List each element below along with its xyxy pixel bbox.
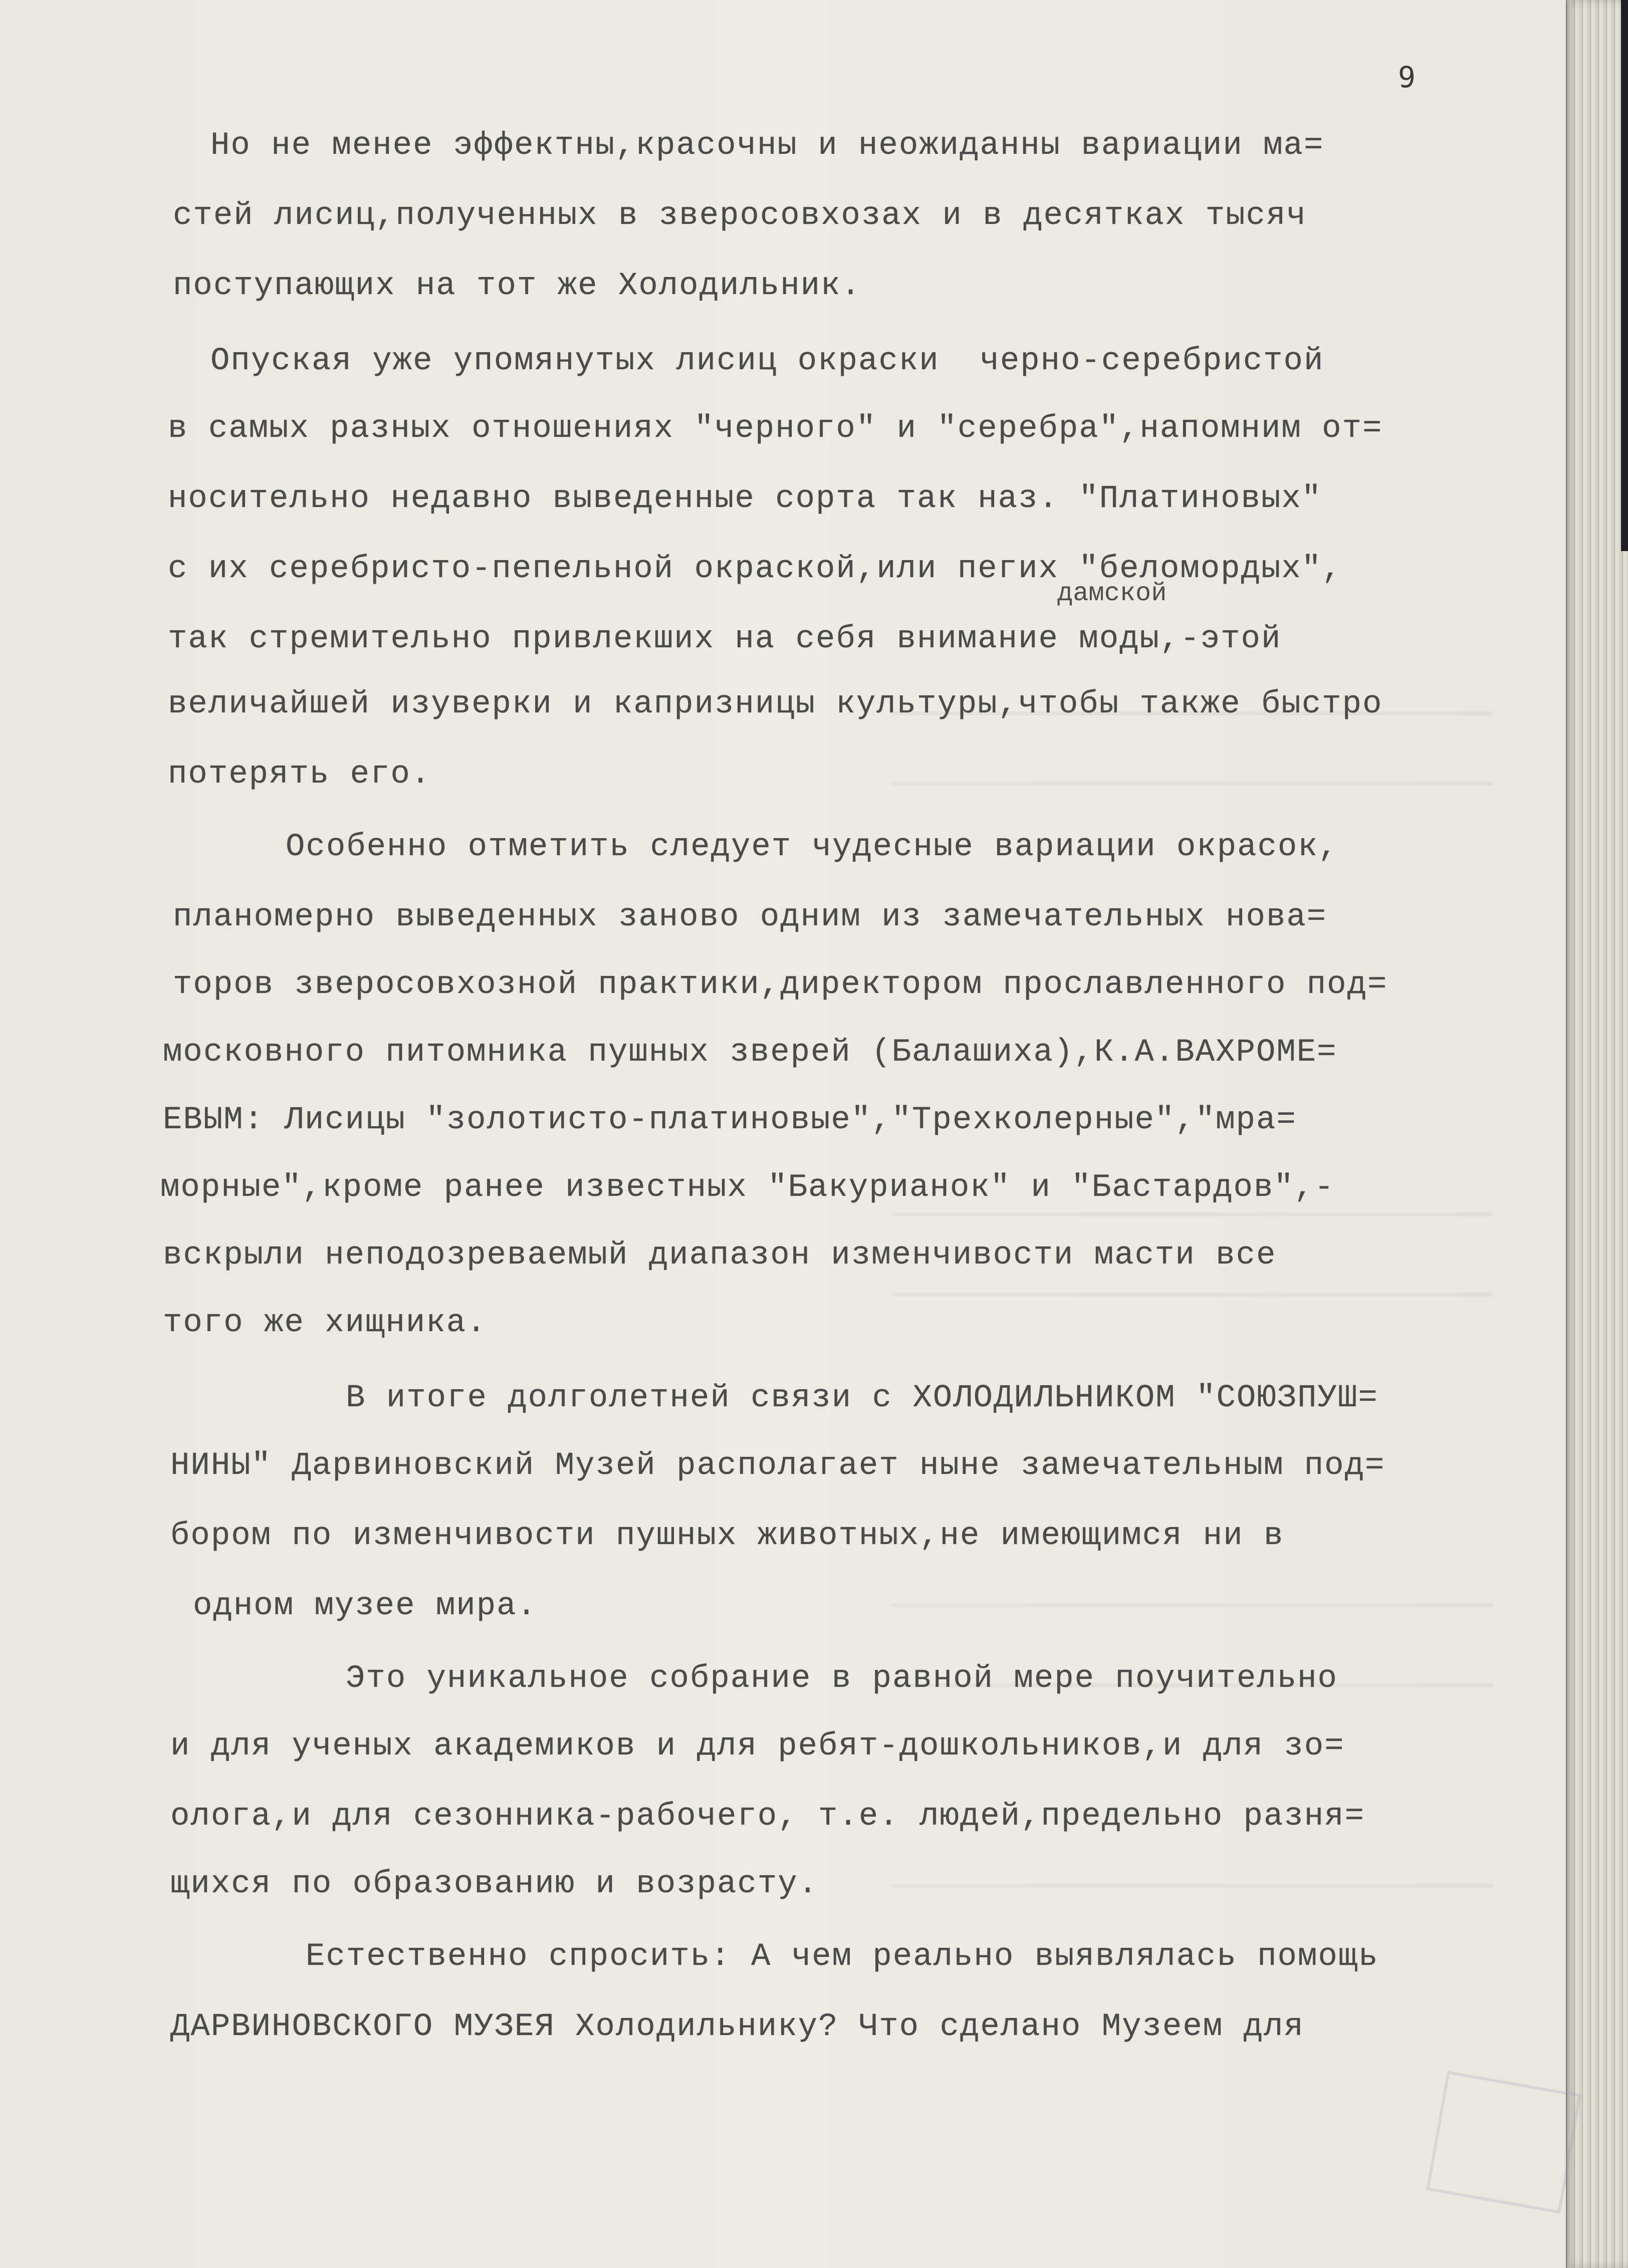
- text-line: бором по изменчивости пушных животных,не имеющимся ни в: [170, 1518, 1284, 1554]
- text-line: Это уникальное собрание в равной мере поучительно: [346, 1661, 1338, 1697]
- text-line: Но не менее эффектны,красочны и неожиданны вариации ма=: [210, 128, 1324, 164]
- text-line: одном музее мира.: [193, 1588, 537, 1624]
- text-line: торов зверосовхозной практики,директором прославленного под=: [173, 967, 1388, 1003]
- text-line: величайшей изуверки и капризницы культуры,чтобы также быстро: [168, 686, 1383, 722]
- text-line: НИНЫ" Дарвиновский Музей располагает ныне замечательным под=: [170, 1448, 1385, 1484]
- text-line: морные",кроме ранее известных "Бакурианок" и "Бастардов",-: [160, 1170, 1335, 1206]
- scan-border: [1621, 0, 1628, 551]
- text-line: того же хищника.: [163, 1305, 487, 1341]
- bleed-through: [892, 782, 1493, 786]
- text-line: в самых разных отношениях "черного" и "серебра",напомним от=: [168, 411, 1383, 447]
- page-number: 9: [1398, 60, 1416, 94]
- text-line: стей лисиц,полученных в зверосовхозах и в десятках тысяч: [173, 198, 1307, 234]
- text-line: щихся по образованию и возрасту.: [170, 1866, 818, 1902]
- bleed-through: [892, 1884, 1493, 1888]
- text-line: Особенно отметить следует чудесные вариации окрасок,: [286, 829, 1339, 865]
- handwritten-insertion: дамской: [1057, 579, 1167, 608]
- text-line: планомерно выведенных заново одним из замечательных нова=: [173, 899, 1327, 935]
- text-line: так стремительно привлекших на себя внимание моды,-этой: [168, 621, 1282, 657]
- archive-stamp: [1426, 2071, 1581, 2214]
- bleed-through: [892, 1603, 1493, 1607]
- text-line: вскрыли неподозреваемый диапазон изменчивости масти все: [163, 1237, 1277, 1274]
- text-line: потерять его.: [168, 757, 431, 793]
- text-line: ЕВЫМ: Лисицы "золотисто-платиновые","Трехколерные","мра=: [163, 1102, 1297, 1138]
- text-line: поступающих на тот же Холодильник.: [173, 268, 861, 304]
- text-line: Естественно спросить: А чем реально выявлялась помощь: [306, 1939, 1379, 1975]
- text-line: ДАРВИНОВСКОГО МУЗЕЯ Холодильнику? Что сделано Музеем для: [170, 2009, 1304, 2045]
- bleed-through: [892, 1212, 1493, 1216]
- text-line: и для ученых академиков и для ребят-дошкольников,и для зо=: [170, 1728, 1345, 1765]
- page-stack-edges: [1563, 0, 1628, 2268]
- text-line: Опуская уже упомянутых лисиц окраски черно-серебристой: [210, 343, 1324, 379]
- text-line: В итоге долголетней связи с ХОЛОДИЛЬНИКОМ "СОЮЗПУШ=: [346, 1380, 1378, 1416]
- text-line: московного питомника пушных зверей (Балашиха),К.А.ВАХРОМЕ=: [163, 1035, 1337, 1071]
- text-line: олога,и для сезонника-рабочего, т.е. людей,предельно разня=: [170, 1799, 1365, 1835]
- text-line: носительно недавно выведенные сорта так наз. "Платиновых": [168, 481, 1322, 517]
- text-line: с их серебристо-пепельной окраской,или пегих "беломордых",: [168, 551, 1342, 587]
- bleed-through: [892, 1293, 1493, 1297]
